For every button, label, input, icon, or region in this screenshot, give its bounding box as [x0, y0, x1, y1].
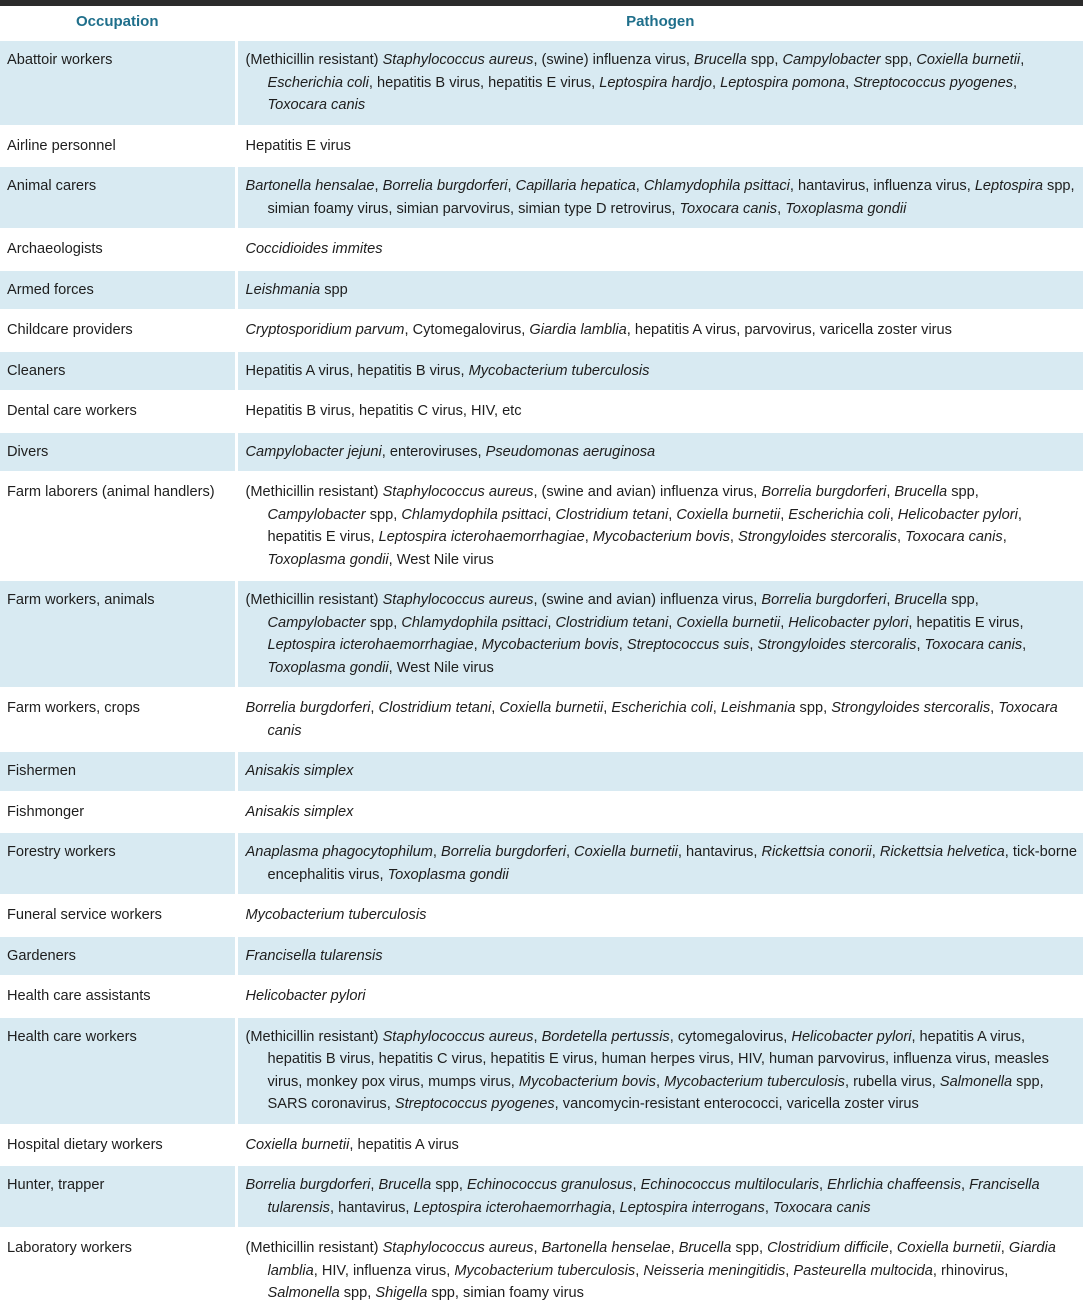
pathogen-fragment: , [1020, 52, 1025, 68]
pathogen-text [246, 481, 1078, 571]
pathogen-cell [236, 580, 1083, 688]
pathogen-cell [236, 1228, 1083, 1313]
pathogen-fragment: , [886, 592, 895, 608]
species-name: Strongyloides stercoralis [831, 700, 991, 716]
pathogen-fragment: , [845, 74, 854, 91]
pathogen-fragment: , [370, 700, 379, 716]
species-name: Leptospira interrogans [619, 1199, 765, 1216]
pathogen-cell [236, 166, 1083, 229]
pathogen-fragment: , rhinovirus, [932, 1262, 1009, 1279]
pathogen-fragment: spp, [431, 1177, 467, 1193]
pathogen-fragment: , [635, 178, 644, 194]
pathogen-fragment: , [1022, 637, 1027, 653]
species-name: Toxocara canis [924, 637, 1023, 653]
pathogen-fragment: , [749, 637, 758, 653]
table-row [0, 976, 1083, 1017]
species-name: Mycobacterium tuberculosis [454, 1262, 636, 1279]
species-name: Coxiella burnetii [896, 1240, 1001, 1256]
pathogen-text [246, 360, 1078, 383]
pathogen-fragment: , [819, 1177, 828, 1193]
species-name: Staphylococcus aureus [382, 52, 534, 68]
pathogen-fragment: (Methicillin resistant) [245, 484, 383, 500]
species-name: Escherichia coli [267, 74, 369, 91]
species-name: Clostridium tetani [378, 700, 492, 716]
species-name: Helicobacter pylori [897, 506, 1018, 523]
pathogen-fragment: , hepatitis A virus, parvovirus, varicella zoster virus [626, 322, 952, 338]
pathogen-fragment: , [785, 1262, 794, 1279]
species-name: Chlamydophila psittaci [401, 506, 548, 523]
species-name: Mycobacterium tuberculosis [664, 1073, 845, 1090]
species-name: Brucella [894, 592, 948, 608]
pathogen-text [246, 1134, 1078, 1157]
pathogen-fragment: , cytomegalovirus, [669, 1028, 792, 1045]
pathogen-fragment: spp, [947, 592, 979, 608]
species-name: Anisakis simplex [245, 763, 354, 779]
pathogen-cell [236, 688, 1083, 751]
species-name: Capillaria hepatica [515, 178, 636, 194]
species-name: Clostridium tetani [555, 614, 669, 631]
pathogen-cell [236, 229, 1083, 270]
pathogen-fragment: , rubella virus, [844, 1073, 940, 1090]
pathogen-fragment: spp, SARS coronavirus, [267, 1073, 1044, 1112]
species-name: Toxoplasma gondii [267, 659, 389, 676]
occupation-cell: Farm workers, crops [0, 688, 236, 751]
species-name: Leptospira icterohaemorrhagia [413, 1199, 612, 1216]
pathogen-fragment: , [1002, 529, 1007, 545]
pathogen-fragment: (Methicillin resistant) [245, 1028, 383, 1045]
occupation-cell: Forestry workers [0, 832, 236, 895]
occupation-cell: Farm workers, animals [0, 580, 236, 688]
pathogen-fragment: Hepatitis E virus [245, 137, 351, 154]
pathogen-cell [236, 976, 1083, 1017]
pathogen-text [246, 238, 1078, 261]
species-name: Anaplasma phagocytophilum [245, 844, 433, 860]
pathogen-text [246, 697, 1078, 742]
species-name: Rickettsia helvetica [879, 844, 1005, 860]
pathogen-fragment: spp, [365, 506, 402, 523]
species-name: Ehrlichia chaffeensis [827, 1177, 961, 1193]
occupation-cell: Abattoir workers [0, 40, 236, 126]
species-name: Escherichia coli [611, 700, 713, 716]
pathogen-fragment: (Methicillin resistant) [245, 52, 383, 68]
species-name: Coxiella burnetii [574, 844, 678, 860]
occupation-pathogen-table [0, 6, 1083, 1313]
table-body [0, 40, 1083, 1313]
table-row [0, 391, 1083, 432]
pathogen-fragment: , hepatitis A virus [349, 1136, 459, 1153]
species-name: Bordetella pertussis [541, 1028, 670, 1045]
species-name: Borrelia burgdorferi [245, 1177, 371, 1193]
species-name: Borrelia burgdorferi [761, 484, 887, 500]
species-name: Mycobacterium bovis [518, 1073, 656, 1090]
pathogen-fragment: , [888, 1240, 897, 1256]
pathogen-fragment: , enteroviruses, [381, 443, 486, 460]
species-name: Brucella [694, 52, 747, 68]
species-name: Francisella tularensis [267, 1177, 1040, 1216]
pathogen-fragment: , [780, 506, 789, 523]
pathogen-fragment: , HIV, influenza virus, [313, 1262, 455, 1279]
species-name: Borrelia burgdorferi [382, 178, 508, 194]
occupation-cell: Airline personnel [0, 126, 236, 167]
pathogen-fragment: , hepatitis B virus, hepatitis E virus, [368, 74, 600, 91]
species-name: Borrelia burgdorferi [761, 592, 887, 608]
pathogen-text [246, 801, 1078, 824]
species-name: Bartonella henselae [541, 1240, 671, 1256]
species-name: Chlamydophila psittaci [643, 178, 790, 194]
species-name: Leptospira icterohaemorrhagiae [378, 529, 585, 545]
pathogen-text [246, 175, 1078, 220]
pathogen-fragment: , [668, 506, 677, 523]
pathogen-fragment: , [507, 178, 516, 194]
pathogen-cell [236, 126, 1083, 167]
table-row [0, 580, 1083, 688]
species-name: Campylobacter jejuni [245, 443, 382, 460]
pathogen-text [246, 1237, 1078, 1305]
pathogen-fragment: , [729, 529, 738, 545]
table-row [0, 1165, 1083, 1228]
species-name: Coxiella burnetii [676, 506, 781, 523]
species-name: Clostridium difficile [767, 1240, 889, 1256]
species-name: Leptospira icterohaemorrhagiae [267, 637, 474, 653]
species-name: Coccidioides immites [245, 241, 383, 257]
species-name: Borrelia burgdorferi [245, 700, 371, 716]
pathogen-fragment: , hepatitis E virus, [908, 614, 1024, 631]
pathogen-cell [236, 832, 1083, 895]
pathogen-fragment: , West Nile virus [388, 551, 494, 568]
pathogen-text [246, 49, 1078, 117]
pathogen-fragment: (Methicillin resistant) [245, 1240, 383, 1256]
table-row [0, 1017, 1083, 1125]
pathogen-text [246, 760, 1078, 783]
occupation-cell: Childcare providers [0, 310, 236, 351]
species-name: Helicobacter pylori [245, 988, 366, 1004]
species-name: Toxoplasma gondii [267, 551, 389, 568]
header-occupation: Occupation [0, 6, 236, 40]
pathogen-fragment: , (swine) influenza virus, [533, 52, 695, 68]
pathogen-fragment: , hepatitis A virus, hepatitis B virus, hepatitis C virus, hepatitis E virus, human herpes virus, HIV, human parvovirus, influenza virus, measles virus, monkey pox virus, mumps virus, [267, 1028, 1049, 1090]
pathogen-fragment: , [533, 1240, 542, 1256]
pathogen-text [246, 945, 1078, 968]
pathogen-fragment: , [712, 700, 721, 716]
table-row [0, 1228, 1083, 1313]
species-name: Cryptosporidium parvum [245, 322, 405, 338]
species-name: Staphylococcus aureus [382, 484, 534, 500]
species-name: Leptospira pomona [720, 74, 846, 91]
species-name: Strongyloides stercoralis [757, 637, 917, 653]
table-row [0, 166, 1083, 229]
pathogen-cell [236, 895, 1083, 936]
pathogen-fragment: spp, [746, 52, 783, 68]
species-name: Leptospira hardjo [599, 74, 713, 91]
pathogen-fragment: , [1013, 74, 1018, 91]
pathogen-cell [236, 792, 1083, 833]
occupation-cell: Hunter, trapper [0, 1165, 236, 1228]
table-row [0, 792, 1083, 833]
species-name: Mycobacterium bovis [481, 637, 619, 653]
species-name: Toxocara canis [267, 97, 366, 113]
species-name: Brucella [378, 1177, 432, 1193]
pathogen-fragment: , hantavirus, influenza virus, [789, 178, 975, 194]
species-name: Echinococcus granulosus [466, 1177, 633, 1193]
pathogen-cell [236, 936, 1083, 977]
pathogen-cell [236, 432, 1083, 473]
species-name: Brucella [678, 1240, 732, 1256]
table-row [0, 751, 1083, 792]
pathogen-fragment: , [916, 637, 925, 653]
pathogen-fragment: , [618, 637, 627, 653]
table-row [0, 229, 1083, 270]
table-row [0, 1125, 1083, 1166]
occupation-cell: Armed forces [0, 270, 236, 311]
pathogen-cell [236, 391, 1083, 432]
pathogen-fragment: , [764, 1199, 773, 1216]
pathogen-fragment: , [603, 700, 612, 716]
occupation-cell: Health care workers [0, 1017, 236, 1125]
pathogen-fragment: spp, [339, 1285, 376, 1301]
pathogen-fragment: spp, [731, 1240, 768, 1256]
species-name: Giardia lamblia [267, 1240, 1056, 1279]
species-name: Anisakis simplex [245, 803, 354, 820]
species-name: Toxocara canis [679, 200, 778, 217]
table-row [0, 832, 1083, 895]
pathogen-cell [236, 1125, 1083, 1166]
pathogen-fragment: Hepatitis B virus, hepatitis C virus, HIV, etc [245, 403, 522, 419]
species-name: Helicobacter pylori [791, 1028, 912, 1045]
table-row [0, 351, 1083, 392]
pathogen-fragment: , hepatitis E virus, [267, 506, 1022, 545]
pathogen-text [246, 904, 1078, 927]
species-name: Clostridium tetani [555, 506, 669, 523]
occupation-cell: Hospital dietary workers [0, 1125, 236, 1166]
species-name: Campylobacter [782, 52, 881, 68]
occupation-cell: Fishermen [0, 751, 236, 792]
species-name: Mycobacterium tuberculosis [245, 907, 427, 923]
pathogen-fragment: , Cytomegalovirus, [404, 322, 530, 338]
table-row [0, 270, 1083, 311]
pathogen-fragment: spp, [365, 614, 402, 631]
occupation-cell: Funeral service workers [0, 895, 236, 936]
pathogen-fragment: spp, simian foamy virus, simian parvovirus, simian type D retrovirus, [267, 178, 1075, 217]
species-name: Brucella [894, 484, 948, 500]
species-name: Leptospira [974, 178, 1043, 194]
pathogen-text [246, 279, 1078, 302]
species-name: Coxiella burnetii [245, 1136, 350, 1153]
pathogen-fragment: , (swine and avian) influenza virus, [533, 592, 762, 608]
table-row [0, 432, 1083, 473]
pathogen-fragment: , [712, 74, 721, 91]
species-name: Leishmania [720, 700, 796, 716]
species-name: Rickettsia conorii [761, 844, 872, 860]
pathogen-fragment: spp, [880, 52, 917, 68]
occupation-cell: Animal carers [0, 166, 236, 229]
species-name: Neisseria meningitidis [643, 1262, 786, 1279]
species-name: Campylobacter [267, 614, 366, 631]
pathogen-fragment: , [670, 1240, 679, 1256]
pathogen-fragment: , West Nile virus [388, 659, 494, 676]
table-row [0, 688, 1083, 751]
pathogen-fragment: , [374, 178, 383, 194]
species-name: Pseudomonas aeruginosa [485, 443, 656, 460]
species-name: Bartonella hensalae [245, 178, 375, 194]
occupation-cell: Farm laborers (animal handlers) [0, 472, 236, 580]
species-name: Strongyloides stercoralis [737, 529, 897, 545]
pathogen-fragment: Hepatitis A virus, hepatitis B virus, [245, 362, 469, 379]
pathogen-fragment: , [584, 529, 593, 545]
pathogen-cell [236, 40, 1083, 126]
pathogen-text [246, 441, 1078, 464]
pathogen-text [246, 400, 1078, 423]
pathogen-cell [236, 1017, 1083, 1125]
occupation-cell: Cleaners [0, 351, 236, 392]
pathogen-fragment: , [547, 506, 556, 523]
table-row [0, 472, 1083, 580]
occupation-cell: Health care assistants [0, 976, 236, 1017]
pathogen-cell [236, 270, 1083, 311]
species-name: Helicobacter pylori [788, 614, 909, 631]
pathogen-fragment: , (swine and avian) influenza virus, [533, 484, 762, 500]
table-row [0, 40, 1083, 126]
table-row [0, 310, 1083, 351]
species-name: Toxoplasma gondii [387, 866, 509, 883]
species-name: Coxiella burnetii [676, 614, 781, 631]
species-name: Streptococcus suis [626, 637, 750, 653]
occupation-cell: Dental care workers [0, 391, 236, 432]
occupation-cell: Fishmonger [0, 792, 236, 833]
pathogen-fragment: , [547, 614, 556, 631]
pathogen-fragment: , [491, 700, 500, 716]
species-name: Toxocara canis [772, 1199, 871, 1216]
species-name: Echinococcus multilocularis [640, 1177, 820, 1193]
pathogen-cell [236, 1165, 1083, 1228]
species-name: Pasteurella multocida [793, 1262, 933, 1279]
pathogen-fragment: spp, simian foamy virus [427, 1285, 584, 1301]
pathogen-cell [236, 310, 1083, 351]
pathogen-fragment: , [370, 1177, 379, 1193]
species-name: Streptococcus pyogenes [853, 74, 1014, 91]
pathogen-text [246, 985, 1078, 1008]
pathogen-fragment: , [1000, 1240, 1009, 1256]
pathogen-fragment: , [777, 200, 786, 217]
pathogen-fragment: , [668, 614, 677, 631]
species-name: Shigella [375, 1285, 428, 1301]
pathogen-text [246, 841, 1078, 886]
pathogen-fragment: , [780, 614, 789, 631]
species-name: Campylobacter [267, 506, 366, 523]
pathogen-fragment: , [886, 484, 895, 500]
pathogen-text [246, 1174, 1078, 1219]
species-name: Mycobacterium tuberculosis [468, 362, 650, 379]
pathogen-fragment: (Methicillin resistant) [245, 592, 383, 608]
species-name: Streptococcus pyogenes [394, 1096, 555, 1112]
header-row [0, 6, 1083, 40]
pathogen-fragment: , [533, 1028, 542, 1045]
pathogen-fragment: , [889, 506, 898, 523]
pathogen-fragment: , [990, 700, 999, 716]
occupation-cell: Gardeners [0, 936, 236, 977]
species-name: Staphylococcus aureus [382, 1028, 534, 1045]
pathogen-text [246, 135, 1078, 158]
species-name: Leishmania [245, 281, 321, 298]
pathogen-fragment: , [473, 637, 482, 653]
pathogen-fragment: , hantavirus, [677, 844, 762, 860]
species-name: Giardia lamblia [529, 322, 627, 338]
pathogen-text [246, 589, 1078, 679]
occupation-cell: Archaeologists [0, 229, 236, 270]
species-name: Chlamydophila psittaci [401, 614, 548, 631]
pathogen-fragment: spp [320, 281, 348, 298]
pathogen-fragment: , [896, 529, 906, 545]
species-name: Mycobacterium bovis [592, 529, 730, 545]
table-row [0, 936, 1083, 977]
species-name: Coxiella burnetii [499, 700, 604, 716]
pathogen-fragment: , [655, 1073, 665, 1090]
pathogen-fragment: , [565, 844, 575, 860]
pathogen-cell [236, 472, 1083, 580]
species-name: Coxiella burnetii [916, 52, 1021, 68]
pathogen-cell [236, 351, 1083, 392]
pathogen-fragment: , tick-borne encephalitis virus, [267, 844, 1077, 883]
pathogen-fragment: , hantavirus, [329, 1199, 414, 1216]
species-name: Toxoplasma gondii [785, 200, 907, 217]
pathogen-fragment: , [611, 1199, 620, 1216]
species-name: Toxocara canis [267, 700, 1058, 739]
occupation-cell: Divers [0, 432, 236, 473]
pathogen-fragment: , vancomycin-resistant enterococci, varicella zoster virus [554, 1096, 919, 1112]
pathogen-fragment: , [961, 1177, 970, 1193]
pathogen-text [246, 1026, 1078, 1116]
pathogen-fragment: , [632, 1177, 641, 1193]
header-pathogen: Pathogen [236, 6, 1083, 40]
pathogen-fragment: , [635, 1262, 644, 1279]
pathogen-fragment: spp, [795, 700, 832, 716]
pathogen-cell [236, 751, 1083, 792]
species-name: Francisella tularensis [245, 947, 383, 964]
pathogen-fragment: spp, [947, 484, 979, 500]
pathogen-fragment: , [432, 844, 442, 860]
species-name: Escherichia coli [788, 506, 890, 523]
occupation-cell: Laboratory workers [0, 1228, 236, 1313]
species-name: Staphylococcus aureus [382, 592, 534, 608]
species-name: Staphylococcus aureus [382, 1240, 534, 1256]
species-name: Toxocara canis [905, 529, 1003, 545]
table-row [0, 895, 1083, 936]
pathogen-text [246, 319, 1078, 342]
pathogen-fragment: , [871, 844, 880, 860]
species-name: Salmonella [267, 1285, 340, 1301]
species-name: Salmonella [939, 1073, 1013, 1090]
species-name: Borrelia burgdorferi [441, 844, 566, 860]
table-row [0, 126, 1083, 167]
